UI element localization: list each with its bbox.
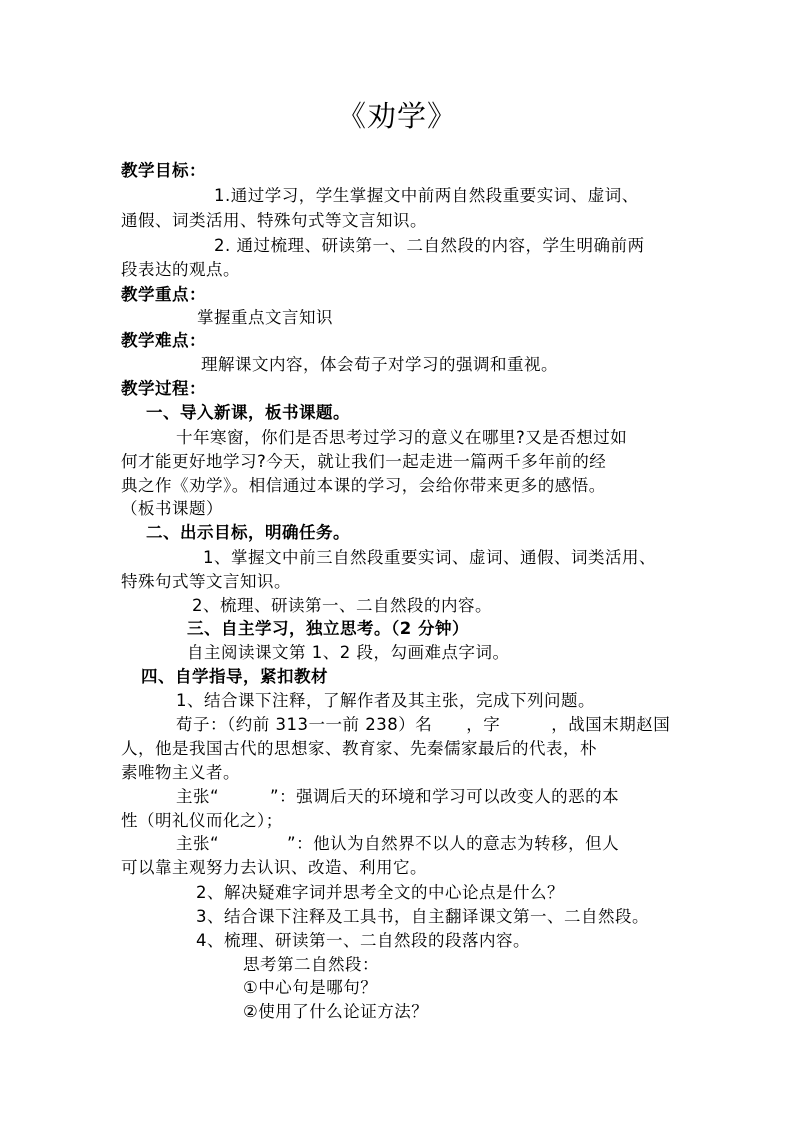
difficulty-text: 理解课文内容，体会荀子对学习的强调和重视。 [201, 355, 558, 374]
objectives-heading: 教学目标： [121, 161, 206, 180]
step-2-item-2: 2、梳理、研读第一、二自然段的内容。 [192, 596, 492, 615]
objective-1-line-1: 1.通过学习，学生掌握文中前两自然段重要实词、虚词、 [214, 186, 639, 205]
document-title: 《劝学》 [336, 99, 457, 133]
step-1-line-1: 十年寒窗，你们是否思考过学习的意义在哪里?又是否想过如 [176, 428, 628, 447]
objective-2-line-2: 段表达的观点。 [121, 260, 240, 279]
step-1-line-3: 典之作《劝学》。相信通过本课的学习，会给你带来更多的感悟。 [121, 476, 606, 495]
xunzi-line-2: 人，他是我国古代的思想家、教育家、先秦儒家最后的代表，朴 [121, 739, 597, 758]
claim-1-line-1: 主张“ ”：强调后天的环境和学习可以改变人的恶的本 [176, 787, 620, 806]
keypoint-heading: 教学重点： [121, 285, 206, 304]
step-2-item-1-line-2: 特殊句式等文言知识。 [121, 572, 291, 591]
difficulty-heading: 教学难点： [121, 331, 206, 350]
step-4-item-4: 4、梳理、研读第一、二自然段的段落内容。 [196, 931, 530, 950]
process-heading: 教学过程： [121, 379, 206, 398]
think-question-1: ①中心句是哪句？ [243, 978, 378, 997]
step-1-heading: 一、导入新课，板书课题。 [146, 403, 350, 422]
step-3-heading: 三、自主学习，独立思考。（2 分钟） [187, 619, 469, 638]
step-2-item-1-line-1: 1、掌握文中前三自然段重要实词、虚词、通假、词类活用、 [203, 548, 656, 567]
step-4-item-3: 3、结合课下注释及工具书，自主翻译课文第一、二自然段。 [196, 907, 649, 926]
step-4-heading: 四、自学指导，紧扣教材 [141, 667, 328, 686]
step-2-heading: 二、出示目标，明确任务。 [146, 523, 350, 542]
claim-1-line-2: 性（明礼仪而化之）； [121, 811, 283, 830]
think-question-2: ②使用了什么论证方法？ [243, 1002, 429, 1021]
step-3-text: 自主阅读课文第 1、2 段，勾画难点字词。 [187, 643, 510, 662]
step-4-item-2: 2、解决疑难字词并思考全文的中心论点是什么？ [196, 883, 564, 902]
xunzi-line-3: 素唯物主义者。 [121, 763, 240, 782]
claim-2-line-1: 主张“ ”：他认为自然界不以人的意志为转移，但人 [176, 834, 620, 853]
claim-2-line-2: 可以靠主观努力去认识、改造、利用它。 [121, 858, 427, 877]
step-1-line-2: 何才能更好地学习?今天，就让我们一起走进一篇两千多年前的经 [121, 452, 607, 471]
objective-2-line-1: 2. 通过梳理、研读第一、二自然段的内容，学生明确前两 [214, 236, 645, 255]
keypoint-text: 掌握重点文言知识 [197, 308, 333, 327]
think-heading: 思考第二自然段： [243, 955, 379, 974]
step-4-item-1: 1、结合课下注释，了解作者及其主张，完成下列问题。 [176, 691, 595, 710]
step-1-line-4: （板书课题） [121, 499, 223, 518]
objective-1-line-2: 通假、词类活用、特殊句式等文言知识。 [121, 211, 427, 230]
xunzi-line-1: 荀子：（约前 313一一前 238）名 ，字 ，战国末期赵国 [176, 715, 671, 734]
